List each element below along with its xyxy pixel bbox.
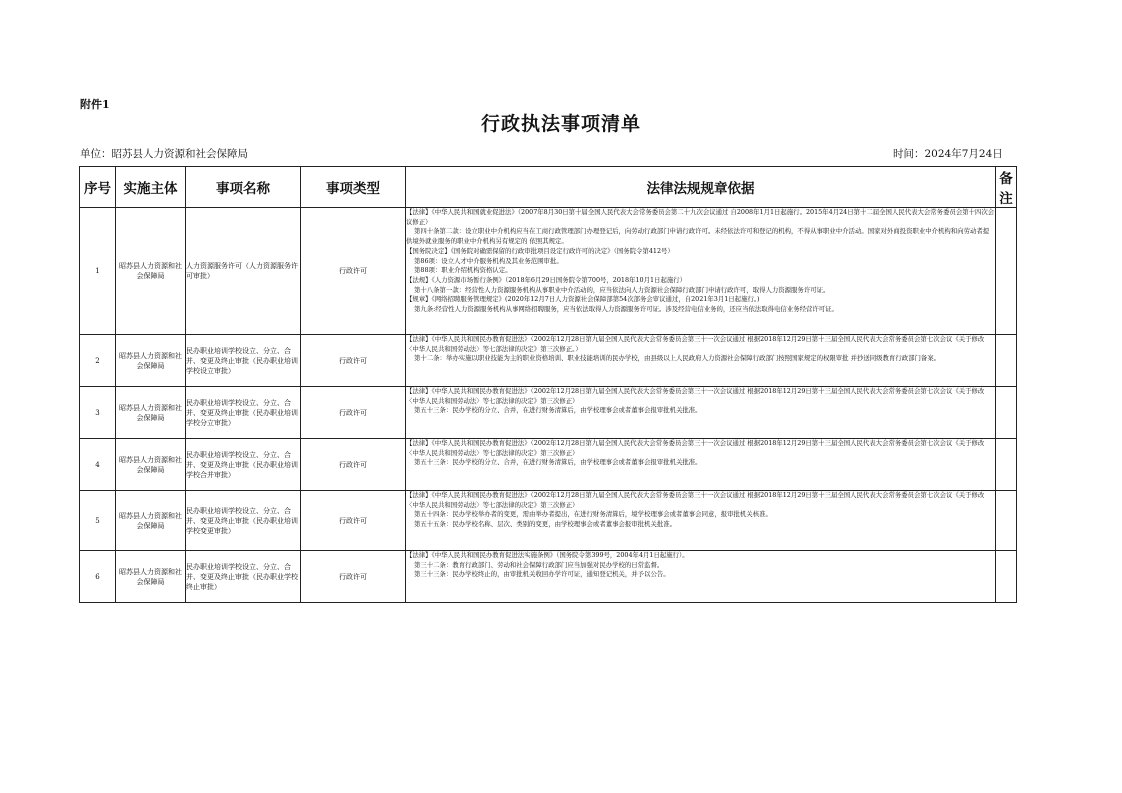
legal-basis-cell: [406, 551, 996, 603]
row-number-cell: 3: [80, 387, 116, 439]
item-type-cell: 行政许可: [301, 387, 406, 439]
item-name-cell: 民办职业培训学校设立、分立、合并、变更及终止审批（民办职业培训学校合并审批）: [186, 439, 301, 491]
item-name-cell: 民办职业培训学校设立、分立、合并、变更及终止审批（民办职业培训学校分立审批）: [186, 387, 301, 439]
item-name-cell: 人力资源服务许可（人力资源服务许可审批）: [186, 208, 301, 335]
col-header-item-type: 事项类型: [301, 167, 406, 208]
legal-basis-line: 【法律】《中华人民共和国民办教育促进法实施条例》（国务院令第399号，2004年4月1日起施行）。: [406, 551, 689, 559]
legal-basis-line: 第十八条第一款：经营性人力资源服务机构从事职业中介活动的，应当依法向人力资源社会保障行政部门申请行政许可，取得人力资源服务许可证。: [414, 285, 830, 294]
remark-cell: [996, 387, 1017, 439]
remark-cell: [996, 208, 1017, 335]
remark-cell: [996, 335, 1017, 387]
legal-basis-cell: [406, 335, 996, 387]
attachment-label: 附件1: [80, 98, 110, 111]
legal-basis-cell: [406, 491, 996, 551]
legal-basis-line: 第五十四条：民办学校举办者的变更，需由举办者提出，在进行财务清算后，境学校理事会或者董事会同意，报审批机关核准。: [414, 510, 772, 519]
implementing-subject-cell: 昭苏县人力资源和社会保障局: [116, 335, 186, 387]
legal-basis-line: 第三十二条：教育行政部门、劳动和社会保障行政部门应当加强对民办学校的日常监督。: [414, 560, 664, 569]
legal-basis-line: 【规章】《网络招聘服务管理规定》(2020年12月7日人力资源社会保障部第54次部务会审议通过，自2021年3月1日起施行。): [406, 295, 760, 304]
row-number-cell: 2: [80, 335, 116, 387]
legal-basis-line: 【法律】《中华人民共和国民办教育促进法》（2002年12月28日第九届全国人民代表大会常务委员会第三十一次会议通过 根据2018年12月29日第十三届全国人民代表大会常务委员会第七次会议《关于修改〈中华人民共和国劳动法〉等七部法律的决定》第三次修正）: [406, 491, 985, 509]
table-row: [80, 208, 1017, 335]
item-type-cell: 行政许可: [301, 439, 406, 491]
legal-basis-cell: [406, 439, 996, 491]
legal-basis-line: 第五十三条：民办学校的分立、合并，在进行财务清算后，由学校理事会或者董事会报审批机关批准。: [414, 458, 702, 467]
col-header-no: 序号: [80, 167, 116, 208]
legal-basis-line: 第三十三条：民办学校终止的，由审批机关收回办学许可证，通知登记机关，并予以公告。: [414, 570, 670, 579]
table-row: [80, 387, 1017, 439]
col-header-item-name: 事项名称: [186, 167, 301, 208]
row-number-cell: 5: [80, 491, 116, 551]
legal-basis-line: 第五十五条：民办学校名称、层次、类别的变更，由学校理事会或者董事会报审批机关批准。: [414, 520, 677, 529]
implementing-subject-cell: 昭苏县人力资源和社会保障局: [116, 208, 186, 335]
legal-basis-line: 第五十三条：民办学校的分立、合并，在进行财务清算后，由学校理事会或者董事会报审批机关批准。: [414, 406, 702, 415]
col-header-legal-basis: 法律法规规章依据: [406, 167, 996, 208]
table-row: [80, 551, 1017, 603]
implementing-subject-cell: 昭苏县人力资源和社会保障局: [116, 387, 186, 439]
legal-basis-line: 第十二条：举办实施以职业技能为主的职业资格培训、职业技能培训的民办学校，由县级以上人民政府人力资源社会保障行政部门按照国家规定的权限审批 并抄送同级教育行政部门备案。: [414, 354, 941, 363]
enforcement-items-table: [79, 166, 1017, 603]
legal-basis-line: 【法律】《中华人民共和国民办教育促进法》（2002年12月28日第九届全国人民代表大会常务委员会第三十一次会议通过 根据2018年12月29日第十三届全国人民代表大会常务委员会第七次会议《关于修改〈中华人民共和国劳动法〉等七部法律的决定》第三次修正）: [406, 439, 985, 457]
unit-label: 单位：昭苏县人力资源和社会保障局: [80, 148, 248, 160]
table-row: [80, 491, 1017, 551]
legal-basis-line: 第88项：职业介绍机构资格认定。: [414, 266, 512, 275]
item-type-cell: 行政许可: [301, 208, 406, 335]
legal-basis-line: 【法律】《中华人民共和国民办教育促进法》（2002年12月28日第九届全国人民代表大会常务委员会第三十一次会议通过 根据2018年12月29日第十三届全国人民代表大会常务委员会第七次会议《关于修改〈中华人民共和国劳动法〉等七部法律的决定》第三次修正）: [406, 387, 985, 405]
item-name-cell: 民办职业培训学校设立、分立、合并、变更及终止审批（民办职业学校终止审批）: [186, 551, 301, 603]
implementing-subject-cell: 昭苏县人力资源和社会保障局: [116, 491, 186, 551]
item-type-cell: 行政许可: [301, 551, 406, 603]
legal-basis-line: 【法律】《中华人民共和国就业促进法》（2007年8月30日第十届全国人民代表大会常务委员会第二十九次会议通过 自2008年1月1日起施行。2015年4月24日第十二届全国人民代表大会常务委员会第十四次会议修正）: [406, 208, 995, 226]
page-title: 行政执法事项清单: [480, 113, 641, 135]
item-name-cell: 民办职业培训学校设立、分立、合并、变更及终止审批（民办职业培训学校变更审批）: [186, 491, 301, 551]
table-header-row: [80, 167, 1017, 208]
remark-cell: [996, 439, 1017, 491]
legal-basis-line: 第九条:经营性人力资源服务机构从事网络招聘服务，应当依法取得人力资源服务许可证。涉及经营电信业务的，还应当依法取得电信业务经营许可证。: [414, 305, 838, 314]
item-name-cell: 民办职业培训学校设立、分立、合并、变更及终止审批（民办职业培训学校设立审批）: [186, 335, 301, 387]
table-row: [80, 439, 1017, 491]
legal-basis-cell: [406, 387, 996, 439]
legal-basis-line: 【法律】《中华人民共和国民办教育促进法》（2002年12月28日第九届全国人民代表大会常务委员会第三十一次会议通过 根据2018年12月29日第十三届全国人民代表大会常务委员会第七次会议《关于修改〈中华人民共和国劳动法〉等七部法律的决定》第三次修正。）: [406, 335, 985, 353]
col-header-subject: 实施主体: [116, 167, 186, 208]
legal-basis-line: 第四十条第二款：设立职业中介机构应当在工商行政管理部门办理登记后，向劳动行政部门申请行政许可。未经依法许可和登记的机构，不得从事职业中介活动。国家对外商投资职业中介机构和向劳动者提供境外就业服务的职业中介机构另有规定的 依照其规定。: [406, 227, 990, 246]
remark-cell: [996, 551, 1017, 603]
item-type-cell: 行政许可: [301, 491, 406, 551]
table-row: [80, 335, 1017, 387]
legal-basis-line: 【法规】《人力资源市场暂行条例》（2018年6月29日国务院令第700号，2018年10月1日起施行）: [406, 275, 687, 284]
row-number-cell: 1: [80, 208, 116, 335]
implementing-subject-cell: 昭苏县人力资源和社会保障局: [116, 439, 186, 491]
legal-basis-line: 【国务院决定】《国务院对确需保留的行政审批项目设定行政许可的决定》（国务院令第412号）: [406, 246, 674, 255]
item-type-cell: 行政许可: [301, 335, 406, 387]
col-header-remark: 备注: [996, 167, 1017, 208]
legal-basis-cell: [406, 208, 996, 335]
row-number-cell: 4: [80, 439, 116, 491]
legal-basis-line: 第86项：设立人才中介服务机构及其业务范围审批。: [414, 256, 563, 265]
date-label: 时间：2024年7月24日: [893, 148, 1003, 160]
remark-cell: [996, 491, 1017, 551]
implementing-subject-cell: 昭苏县人力资源和社会保障局: [116, 551, 186, 603]
row-number-cell: 6: [80, 551, 116, 603]
